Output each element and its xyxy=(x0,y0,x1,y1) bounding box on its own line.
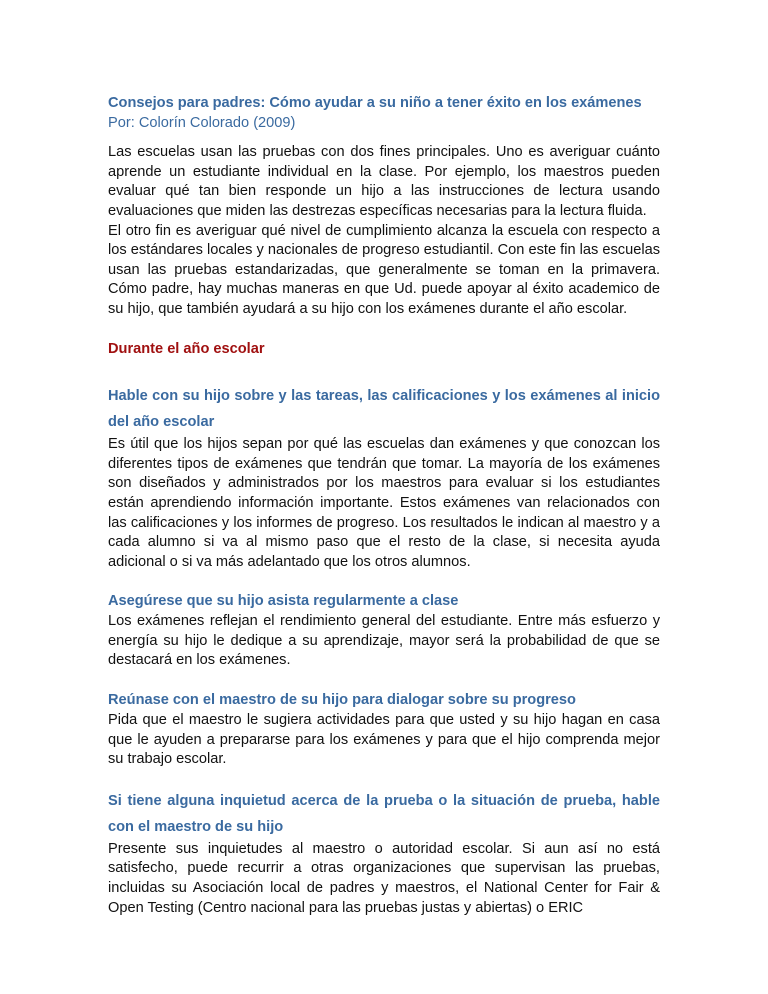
subsection-2 xyxy=(108,590,660,671)
subsection-heading: Asegúrese que su hijo asista regularmente a clase xyxy=(108,593,459,610)
document-byline: Por: Colorín Colorado (2009) xyxy=(108,114,296,131)
document-page xyxy=(108,94,660,918)
subsection-heading: Hable con su hijo sobre y las tareas, las calificaciones y los exámenes al inicio del año escolar xyxy=(108,388,660,431)
subsection-body: Los exámenes reflejan el rendimiento general del estudiante. Entre más esfuerzo y energía su hijo le dedique a su aprendizaje, mayor será la probabilidad de que se destacará en los exámenes. xyxy=(108,613,660,669)
intro-paragraph-1: Las escuelas usan las pruebas con dos fines principales. Uno es averiguar cuánto aprende un estudiante individual en la clase. Por ejemplo, los maestros pueden evaluar qué tan bien responde un hijo a las instrucciones de lectura usando evaluaciones que miden las destrezas específicas necesarias para la lectura fluida. xyxy=(108,144,660,219)
section-title: Durante el año escolar xyxy=(108,340,265,357)
subsection-4 xyxy=(108,788,660,918)
intro-paragraph-2: El otro fin es averiguar qué nivel de cumplimiento alcanza la escuela con respecto a los estándares locales y nacionales de progreso estudiantil. Con este fin las escuelas usan las pruebas estandarizadas, que generalmente se toman en la primavera. Cómo padre, hay muchas maneras en que Ud. puede apoyar al éxito academico de su hijo, que también ayudará a su hijo con los exámenes durante el año escolar. xyxy=(108,222,660,317)
subsection-1 xyxy=(108,383,660,572)
document-title: Consejos para padres: Cómo ayudar a su niño a tener éxito en los exámenes xyxy=(108,95,642,111)
subsection-heading: Si tiene alguna inquietud acerca de la prueba o la situación de prueba, hable con el maestro de su hijo xyxy=(108,792,660,835)
subsection-heading: Reúnase con el maestro de su hijo para dialogar sobre su progreso xyxy=(108,692,576,709)
subsection-body: Presente sus inquietudes al maestro o autoridad escolar. Si aun así no está satisfecho, puede recurrir a otras organizaciones que supervisan las pruebas, incluidas su Asociación local de padres y maestros, el National Center for Fair & Open Testing (Centro nacional para las pruebas justas y abiertas) o ERIC xyxy=(108,840,660,916)
subsection-body: Es útil que los hijos sepan por qué las escuelas dan exámenes y que conozcan los diferentes tipos de exámenes que tendrán que tomar. La mayoría de los exámenes son diseñados y administrados por los maestros para evaluar si los estudiantes están aprendiendo información importante. Estos exámenes van relacionados con las calificaciones y los informes de progreso. Los resultados le indican al maestro y a cada alumno si va al mismo paso que el resto de la clase, si necesita ayuda adicional o si va más adelantado que los otros alumnos. xyxy=(108,436,660,570)
subsection-3 xyxy=(108,689,660,770)
subsection-body: Pida que el maestro le sugiera actividades para que usted y su hijo hagan en casa que le ayuden a prepararse para los exámenes y para que el hijo comprenda mejor su trabajo escolar. xyxy=(108,712,660,768)
